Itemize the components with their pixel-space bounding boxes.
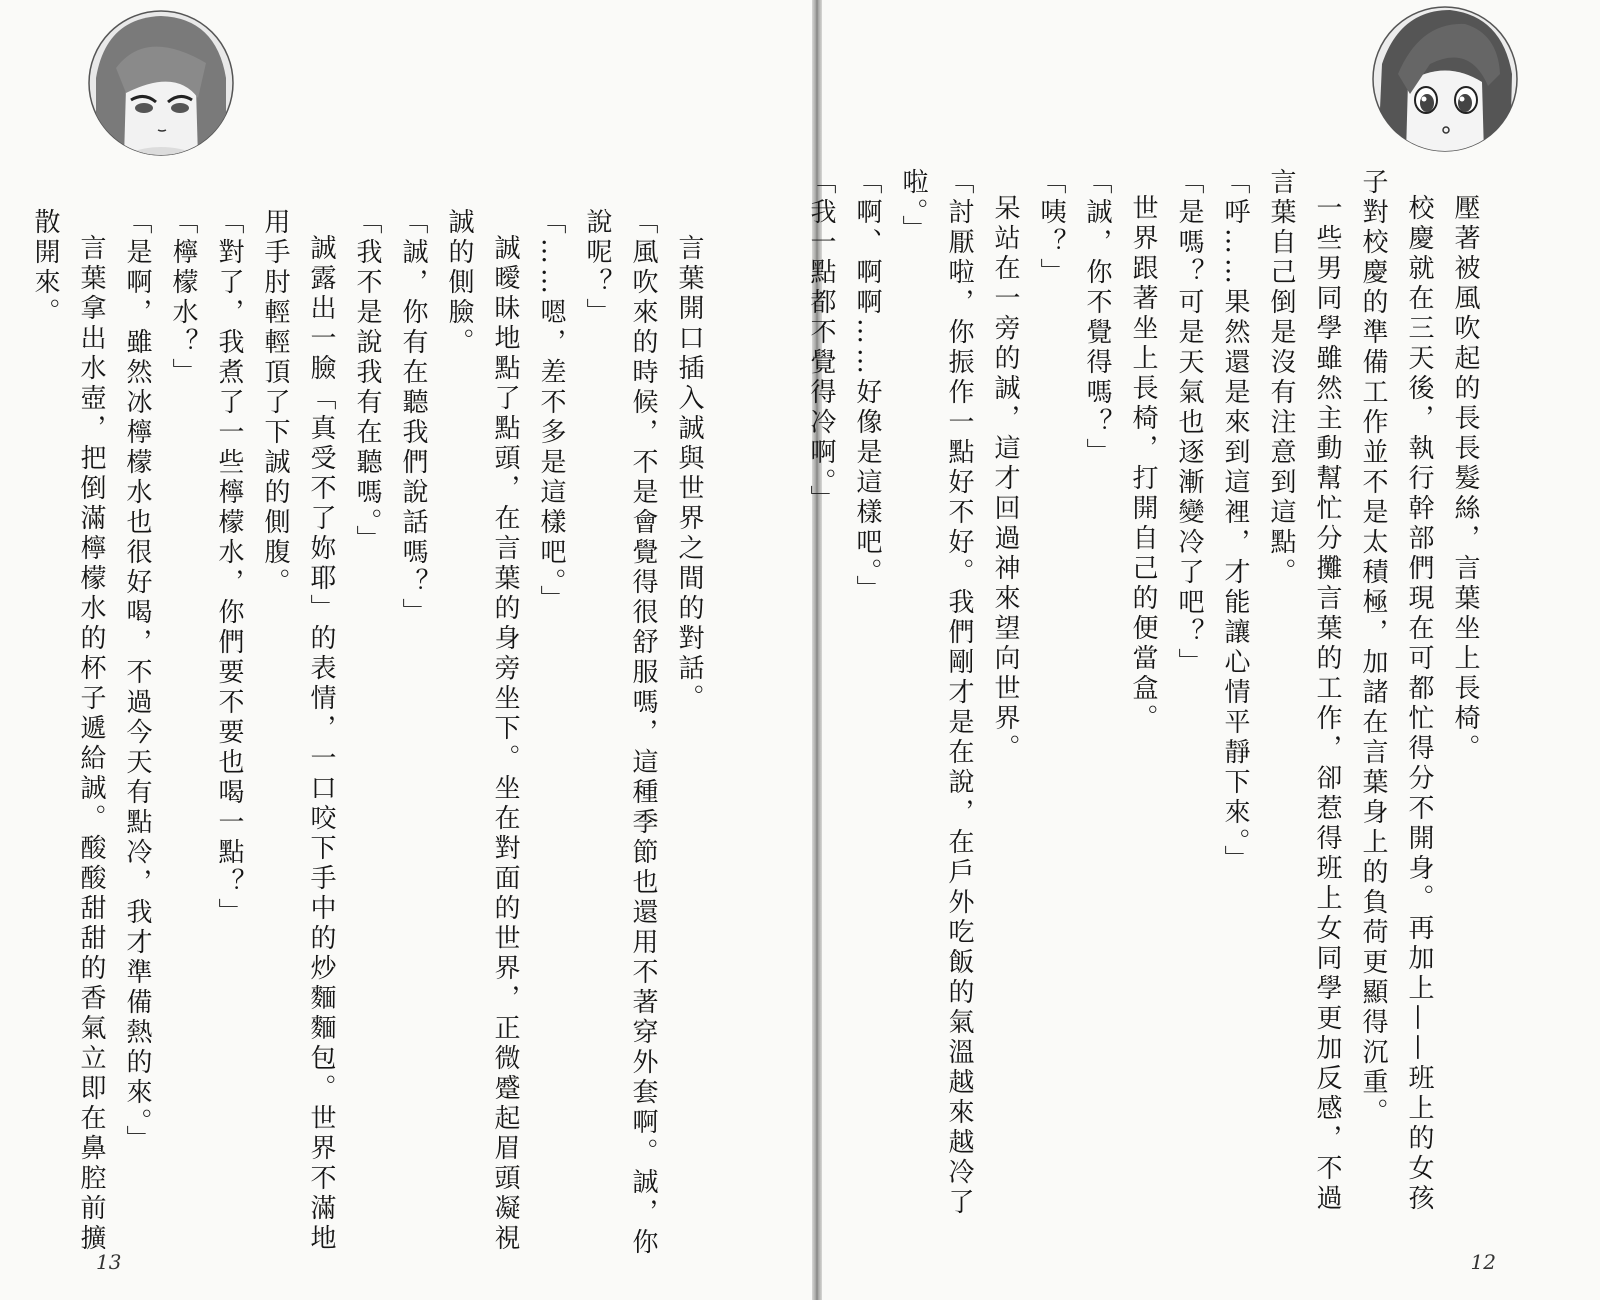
paragraph: 「檸檬水？」 bbox=[168, 208, 198, 388]
paragraph: 「對了，我煮了一些檸檬水，你們要不要也喝一點？」 bbox=[214, 208, 244, 928]
character-portrait-icon bbox=[86, 8, 236, 158]
paragraph: 壓著被風吹起的長長髮絲，言葉坐上長椅。 bbox=[1450, 194, 1480, 764]
paragraph: 校慶就在三天後，執行幹部們現在可都忙得分不開身。再加上——班上的女孩子對校慶的準備工作並不是太積極，加諸在言葉身上的負荷更顯得沉重。 bbox=[1358, 168, 1434, 1214]
character-portrait-icon bbox=[1370, 4, 1520, 154]
paragraph: 誠曖昧地點了點頭，在言葉的身旁坐下。坐在對面的世界，正微蹙起眉頭凝視誠的側臉。 bbox=[444, 208, 520, 1254]
paragraph: 「咦？」 bbox=[1036, 168, 1066, 288]
paragraph: 世界跟著坐上長椅，打開自己的便當盒。 bbox=[1128, 194, 1158, 734]
left-page-text bbox=[22, 208, 712, 1268]
right-page bbox=[806, 0, 1600, 1300]
paragraph: 「我一點都不覺得冷啊。」 bbox=[806, 168, 836, 515]
paragraph: 「誠，你有在聽我們說話嗎？」 bbox=[398, 208, 428, 628]
right-page-text bbox=[798, 168, 1488, 1228]
paragraph: 「是啊，雖然冰檸檬水也很好喝，不過今天有點冷，我才準備熱的來。」 bbox=[122, 208, 152, 1155]
paragraph: 言葉拿出水壺，把倒滿檸檬水的杯子遞給誠。酸酸甜甜的香氣立即在鼻腔前擴散開來。 bbox=[30, 208, 106, 1254]
paragraph: 呆站在一旁的誠，這才回過神來望向世界。 bbox=[990, 194, 1020, 764]
paragraph: 一些男同學雖然主動幫忙分攤言葉的工作，卻惹得班上女同學更加反感，不過言葉自己倒是沒有注意到這點。 bbox=[1266, 168, 1342, 1214]
paragraph: 「誠，你不覺得嗎？」 bbox=[1082, 168, 1112, 468]
paragraph: 言葉開口插入誠與世界之間的對話。 bbox=[674, 234, 704, 714]
page-number: 13 bbox=[96, 1250, 122, 1274]
paragraph: 「啊、啊啊……好像是這樣吧。」 bbox=[852, 168, 882, 605]
paragraph: 「我不是說我有在聽嗎。」 bbox=[352, 208, 382, 555]
paragraph: 「討厭啦，你振作一點好不好。我們剛才是在說，在戶外吃飯的氣溫越來越冷了啦。」 bbox=[898, 168, 974, 1218]
paragraph: 「……嗯，差不多是這樣吧。」 bbox=[536, 208, 566, 615]
paragraph: 「是嗎？可是天氣也逐漸變冷了吧？」 bbox=[1174, 168, 1204, 678]
page-number: 12 bbox=[1470, 1250, 1496, 1274]
paragraph: 「風吹來的時候，不是會覺得很舒服嗎，這種季節也還用不著穿外套啊。誠，你說呢？」 bbox=[582, 208, 658, 1258]
paragraph: 誠露出一臉「真受不了妳耶」的表情，一口咬下手中的炒麵麵包。世界不滿地用手肘輕輕頂了下誠的側腹。 bbox=[260, 208, 336, 1254]
paragraph: 「呼……果然還是來到這裡，才能讓心情平靜下來。」 bbox=[1220, 168, 1250, 875]
